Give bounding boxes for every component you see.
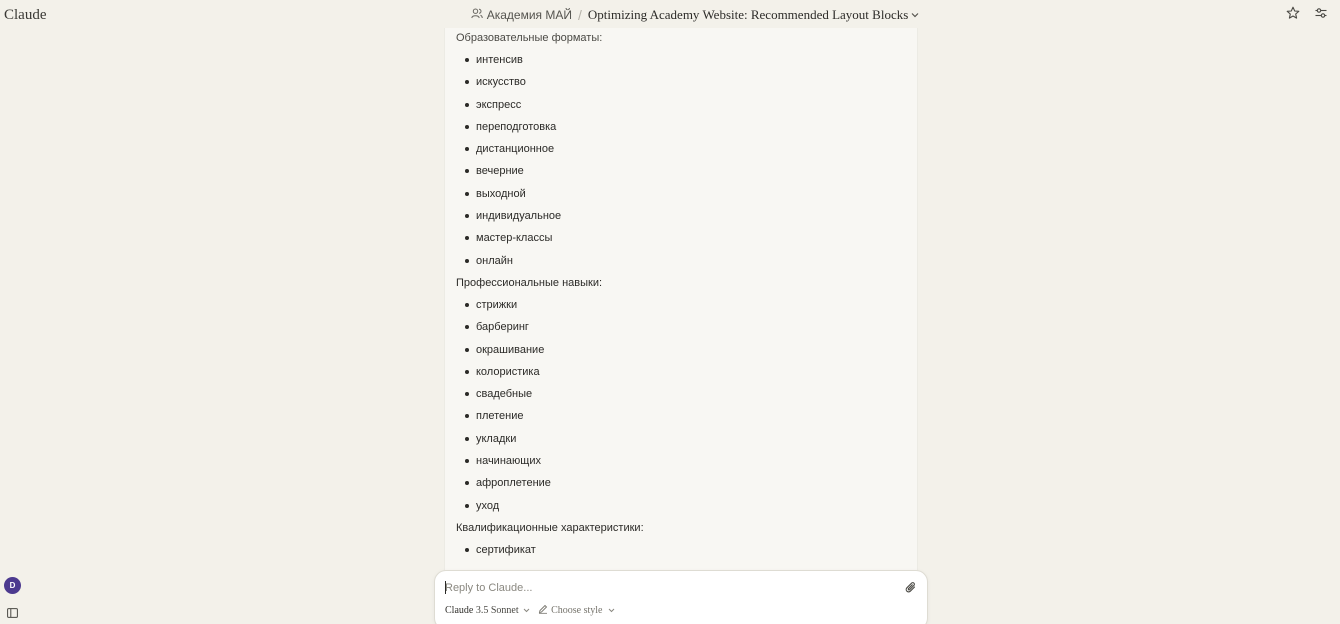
header-actions <box>1286 6 1328 20</box>
list-item: интенсив <box>456 53 917 67</box>
list-item: свадебные <box>456 387 917 401</box>
chevron-down-icon[interactable] <box>911 10 919 20</box>
list-item: окрашивание <box>456 343 917 357</box>
list-item: переподготовка <box>456 120 917 134</box>
user-avatar[interactable]: D <box>4 577 21 594</box>
assistant-message <box>444 28 918 576</box>
list-item: искусство <box>456 75 917 89</box>
settings-sliders-icon[interactable] <box>1314 6 1328 20</box>
model-version: 3.5 Sonnet <box>475 605 519 616</box>
message-content <box>445 28 917 557</box>
pen-icon <box>538 604 548 617</box>
project-name: Академия МАЙ <box>486 8 572 22</box>
bullet-list <box>456 543 917 557</box>
list-item: уход <box>456 499 917 513</box>
list-item: плетение <box>456 409 917 423</box>
section-heading: Образовательные форматы: <box>456 32 603 44</box>
style-label: Choose style <box>551 605 603 616</box>
app-logo[interactable]: Claude <box>4 7 47 23</box>
list-item: колористика <box>456 365 917 379</box>
list-item: барберинг <box>456 320 917 334</box>
paperclip-icon[interactable] <box>905 581 917 594</box>
list-item: стрижки <box>456 298 917 312</box>
chevron-down-icon <box>608 607 615 615</box>
list-item: экспресс <box>456 98 917 112</box>
list-item: начинающих <box>456 454 917 468</box>
text-caret <box>445 581 446 594</box>
style-selector[interactable] <box>538 604 614 617</box>
chat-title[interactable]: Optimizing Academy Website: Recommended Layout Blocks <box>587 7 909 22</box>
bullet-list <box>456 298 917 513</box>
bullet-list <box>456 53 917 268</box>
reply-input[interactable] <box>445 580 885 596</box>
star-icon[interactable] <box>1286 6 1300 20</box>
model-name: Claude <box>445 605 474 616</box>
project-icon <box>471 8 483 22</box>
list-item: афроплетение <box>456 476 917 490</box>
list-item: индивидуальное <box>456 209 917 223</box>
list-item: дистанционное <box>456 142 917 156</box>
model-selector[interactable] <box>445 605 530 616</box>
chevron-down-icon <box>523 607 530 615</box>
breadcrumb-separator: / <box>577 7 582 23</box>
list-item: мастер-классы <box>456 231 917 245</box>
composer-toolbar <box>445 604 615 617</box>
list-item: укладки <box>456 432 917 446</box>
list-item: вечерние <box>456 164 917 178</box>
section-heading: Профессиональные навыки: <box>456 276 603 289</box>
list-item: сертификат <box>456 543 917 557</box>
list-item: онлайн <box>456 254 917 268</box>
list-item: выходной <box>456 187 917 201</box>
section-heading: Квалификационные характеристики: <box>456 521 644 534</box>
reply-composer <box>434 570 928 624</box>
breadcrumb <box>0 7 1340 23</box>
project-link[interactable] <box>471 8 572 22</box>
sidebar-toggle-icon[interactable] <box>7 605 18 615</box>
